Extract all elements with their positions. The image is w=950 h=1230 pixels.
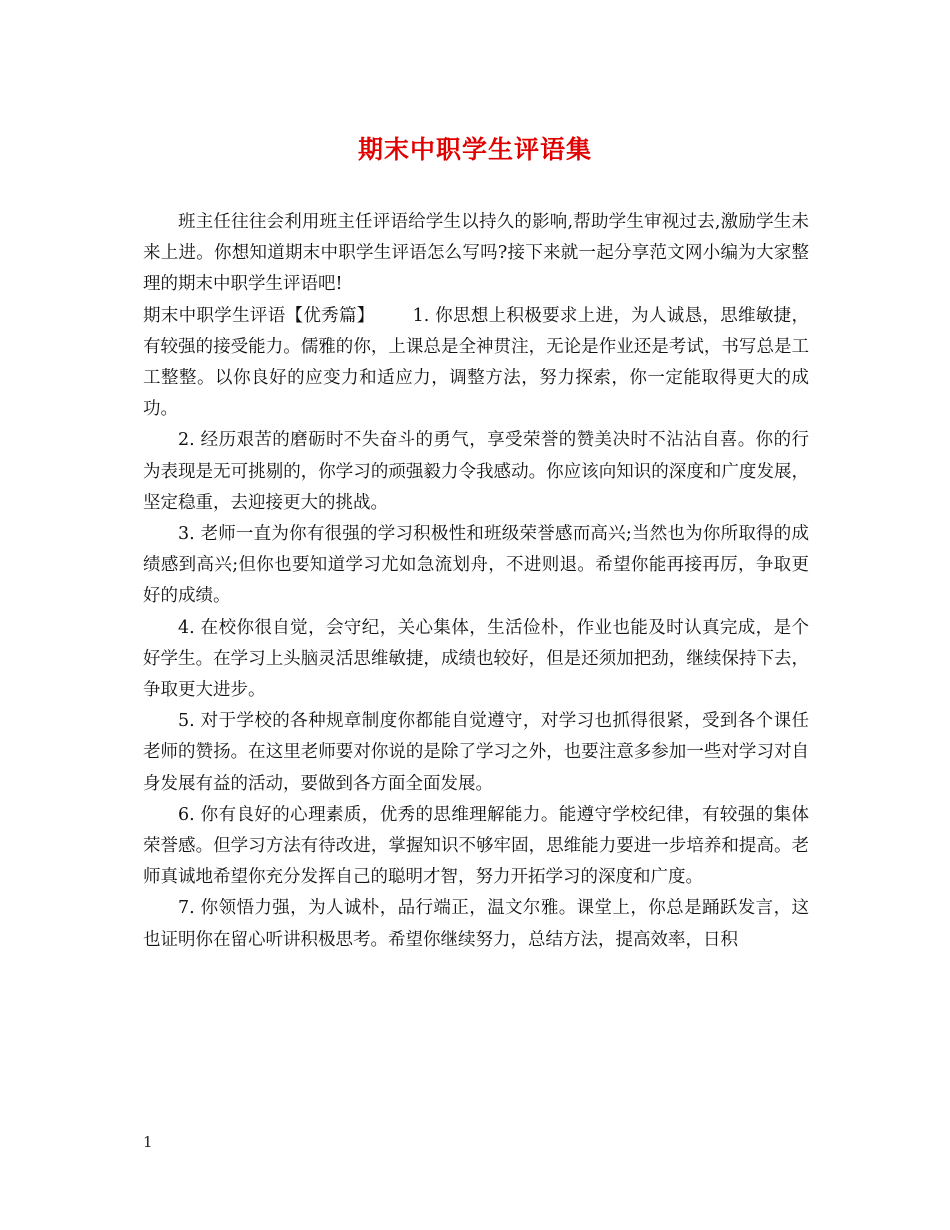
document-body xyxy=(143,207,809,956)
comment-paragraph-6: 6. 你有良好的心理素质，优秀的思维理解能力。能遵守学校纪律，有较强的集体荣誉感。但学习方法有待改进，掌握知识不够牢固，思维能力要进一步培养和提高。老师真诚地希望你充分发挥自己的聪明才智，努力开拓学习的深度和广度。 xyxy=(143,804,809,888)
comment-paragraph-3: 3. 老师一直为你有很强的学习积极性和班级荣誉感而高兴;当然也为你所取得的成绩感到高兴;但你也要知道学习尤如急流划舟，不进则退。希望你能再接再厉，争取更好的成绩。 xyxy=(143,524,809,607)
intro-paragraph: 班主任往往会利用班主任评语给学生以持久的影响,帮助学生审视过去,激励学生未来上进。你想知道期末中职学生评语怎么写吗?接下来就一起分享范文网小编为大家整理的期末中职学生评语吧! xyxy=(143,212,809,295)
comment-text: 1. 你思想上积极要求上进，为人诚恳，思维敏捷，有较强的接受能力。儒雅的你，上课总是全神贯注，无论是作业还是考试，书写总是工工整整。以你良好的应变力和适应力，调整方法，努力探索，你一定能取得更大的成功。 xyxy=(143,305,809,420)
page-number: 1 xyxy=(143,1133,153,1151)
comment-paragraph-1 xyxy=(143,301,809,426)
comment-paragraph-7: 7. 你领悟力强，为人诚朴，品行端正，温文尔雅。课堂上，你总是踊跃发言，这也证明你在留心听讲积极思考。希望你继续努力，总结方法，提高效率，日积 xyxy=(143,898,809,950)
page-title: 期末中职学生评语集 xyxy=(357,135,592,164)
section-heading: 期末中职学生评语【优秀篇】 xyxy=(143,305,375,326)
comment-paragraph-2: 2. 经历艰苦的磨砺时不失奋斗的勇气，享受荣誉的赞美决时不沾沾自喜。你的行为表现是无可挑剔的，你学习的顽强毅力令我感动。你应该向知识的深度和广度发展，坚定稳重，去迎接更大的挑战。 xyxy=(143,430,809,513)
comment-paragraph-4: 4. 在校你很自觉，会守纪，关心集体，生活俭朴，作业也能及时认真完成，是个好学生。在学习上头脑灵活思维敏捷，成绩也较好，但是还须加把劲，继续保持下去，争取更大进步。 xyxy=(143,617,809,701)
comment-paragraph-5: 5. 对于学校的各种规章制度你都能自觉遵守，对学习也抓得很紧，受到各个课任老师的赞扬。在这里老师要对你说的是除了学习之外，也要注意多参加一些对学习对自身发展有益的活动，要做到各方面全面发展。 xyxy=(143,711,809,794)
